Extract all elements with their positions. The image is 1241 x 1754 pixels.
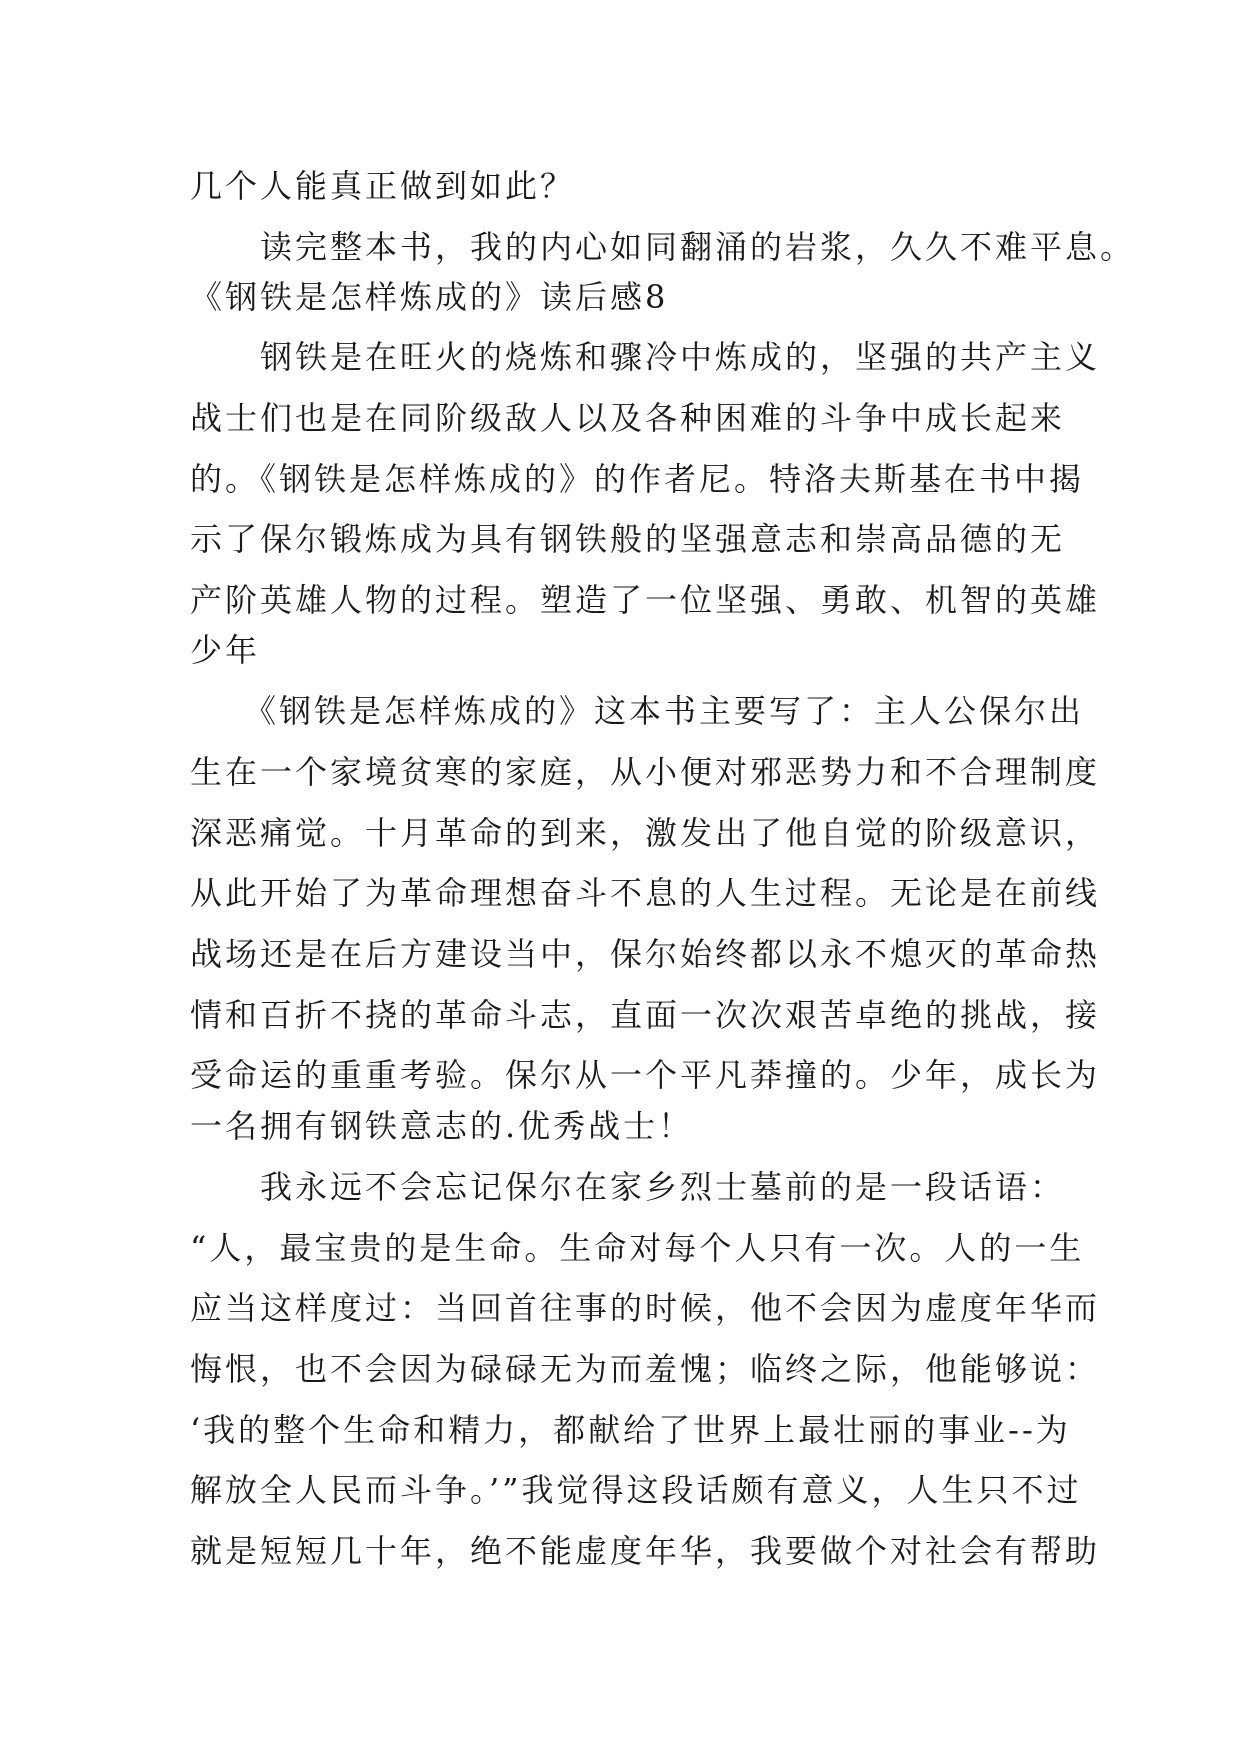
text-line: 钢铁是在旺火的烧炼和骤冷中炼成的，坚强的共产主义	[190, 338, 1101, 376]
text-line: 产阶英雄人物的过程。塑造了一位坚强、勇敢、机智的英雄	[190, 581, 1101, 619]
text-line: ‘我的整个生命和精力，都献给了世界上最壮丽的事业--为	[190, 1411, 1071, 1449]
text-line: 战场还是在后方建设当中，保尔始终都以永不熄灭的革命热	[190, 935, 1101, 973]
text-line: “人，最宝贵的是生命。生命对每个人只有一次。人的一生	[190, 1229, 1085, 1267]
section-heading: 《钢铁是怎样炼成的》读后感8	[190, 278, 669, 316]
text-line: 我永远不会忘记保尔在家乡烈士墓前的是一段话语：	[190, 1168, 1066, 1206]
text-line: 就是短短几十年，绝不能虚度年华，我要做个对社会有帮助	[190, 1532, 1101, 1570]
text-line: 悔恨，也不会因为碌碌无为而羞愧；临终之际，他能够说：	[190, 1350, 1101, 1388]
text-line: 示了保尔锻炼成为具有钢铁般的坚强意志和崇高品德的无	[190, 520, 1066, 558]
text-line: 应当这样度过：当回首往事的时候，他不会因为虚度年华而	[190, 1289, 1101, 1327]
text-line: 少年	[190, 631, 261, 669]
text-line: 的。《钢铁是怎样炼成的》的作者尼。特洛夫斯基在书中揭	[190, 460, 1085, 498]
text-line: 从此开始了为革命理想奋斗不息的人生过程。无论是在前线	[190, 874, 1101, 912]
text-line: 深恶痛觉。十月革命的到来，激发出了他自觉的阶级意识，	[190, 814, 1101, 852]
text-line: 解放全人民而斗争。’”我觉得这段话颇有意义，人生只不过	[190, 1471, 1082, 1509]
text-line: 几个人能真正做到如此？	[190, 167, 576, 205]
text-line: 读完整本书，我的内心如同翻涌的岩浆，久久不难平息。	[190, 228, 1136, 266]
text-line: 生在一个家境贫寒的家庭，从小便对邪恶势力和不合理制度	[190, 753, 1101, 791]
text-line: 受命运的重重考验。保尔从一个平凡莽撞的。少年，成长为	[190, 1056, 1101, 1094]
text-line: 战士们也是在同阶级敌人以及各种困难的斗争中成长起来	[190, 399, 1066, 437]
text-line: 《钢铁是怎样炼成的》这本书主要写了：主人公保尔出	[190, 692, 1085, 730]
text-line: 情和百折不挠的革命斗志，直面一次次艰苦卓绝的挑战，接	[190, 996, 1101, 1034]
text-line: 一名拥有钢铁意志的.优秀战士！	[190, 1107, 694, 1145]
